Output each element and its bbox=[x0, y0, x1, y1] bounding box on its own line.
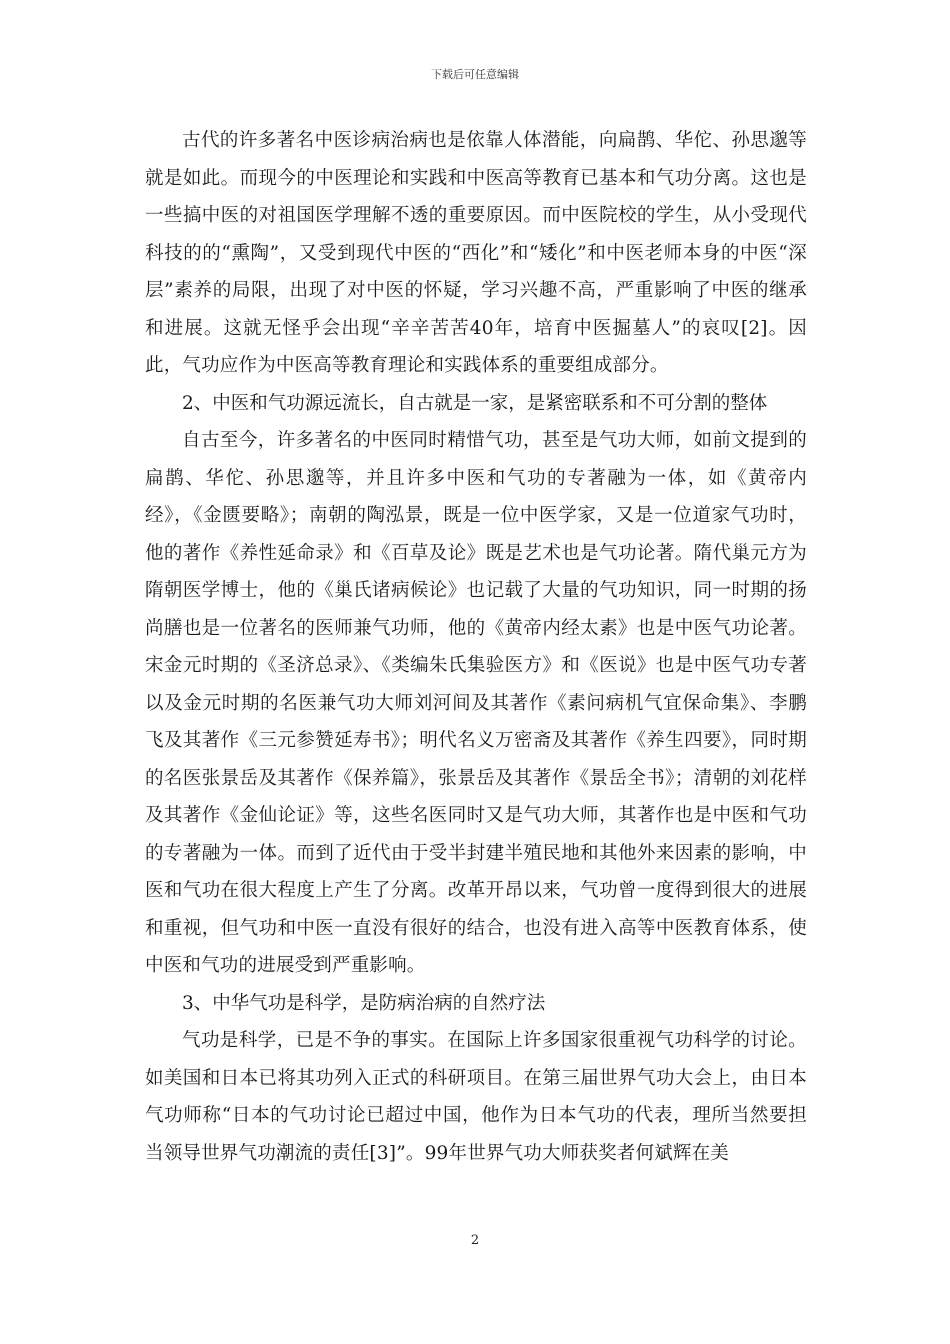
page-header: 下载后可任意编辑 bbox=[431, 68, 519, 81]
paragraph-history: 自古至今，许多著名的中医同时精惜气功，甚至是气功大师，如前文提到的扁鹊、华佗、孙思邈等，并且许多中医和气功的专著融为一体，如《黄帝内经》，《金匮要略》；南朝的陶泓景，既是一位中医学家，又是一位道家气功时，他的著作《养性延命录》和《百草及论》既是艺术也是气功论著。隋代巢元方为隋朝医学博士，他的《巢氏诸病候论》也记载了大量的气功知识，同一时期的扬尚膳也是一位著名的医师兼气功师，他的《黄帝内经太素》也是中医气功论著。宋金元时期的《圣济总录》、《类编朱氏集验医方》和《医说》也是中医气功专著以及金元时期的名医兼气功大师刘河间及其著作《素问病机气宜保命集》、李鹏飞及其著作《三元参赞延寿书》；明代名义万密斋及其著作《养生四要》，同时期的名医张景岳及其著作《保养篇》，张景岳及其著作《景岳全书》；清朝的刘花样及其著作《金仙论证》等，这些名医同时又是气功大师，其著作也是中医和气功的专著融为一体。而到了近代由于受半封建半殖民地和其他外来因素的影响，中医和气功在很大程度上产生了分离。改革开昂以来，气功曾一度得到很大的进展和重视，但气功和中医一直没有很好的结合，也没有进入高等中医教育体系，使中医和气功的进展受到严重影响。 bbox=[145, 430, 807, 976]
paragraph-qigong-science: 气功是科学，已是不争的事实。在国际上许多国家很重视气功科学的讨论。如美国和日本已将其功列入正式的科研项目。在第三届世界气功大会上，由日本气功师称“日本的气功讨论已超过中国，他作为日本气功的代表，理所当然要担当领导世界气功潮流的责任[3]”。99年世界气功大师获奖者何斌辉在美 bbox=[145, 1030, 807, 1164]
section-heading-2: 2、中医和气功源远流长，自古就是一家，是紧密联系和不可分割的整体 bbox=[182, 392, 768, 414]
document-body bbox=[145, 122, 807, 1172]
paragraph-ancient-doctors: 古代的许多著名中医诊病治病也是依靠人体潜能，向扁鹊、华佗、孙思邈等就是如此。而现今的中医理论和实践和中医高等教育已基本和气功分离。这也是一些搞中医的对祖国医学理解不透的重要原因。而中医院校的学生，从小受现代科技的的“熏陶”，又受到现代中医的“西化”和“矮化”和中医老师本身的中医“深层”素养的局限，出现了对中医的怀疑，学习兴趣不高，严重影响了中医的继承和进展。这就无怪乎会出现“辛辛苦苦40年，培育中医掘墓人”的哀叹[2]。因此，气功应作为中医高等教育理论和实践体系的重要组成部分。 bbox=[145, 130, 807, 376]
page-number: 2 bbox=[470, 1233, 480, 1248]
section-heading-3: 3、中华气功是科学，是防病治病的自然疗法 bbox=[182, 992, 546, 1014]
